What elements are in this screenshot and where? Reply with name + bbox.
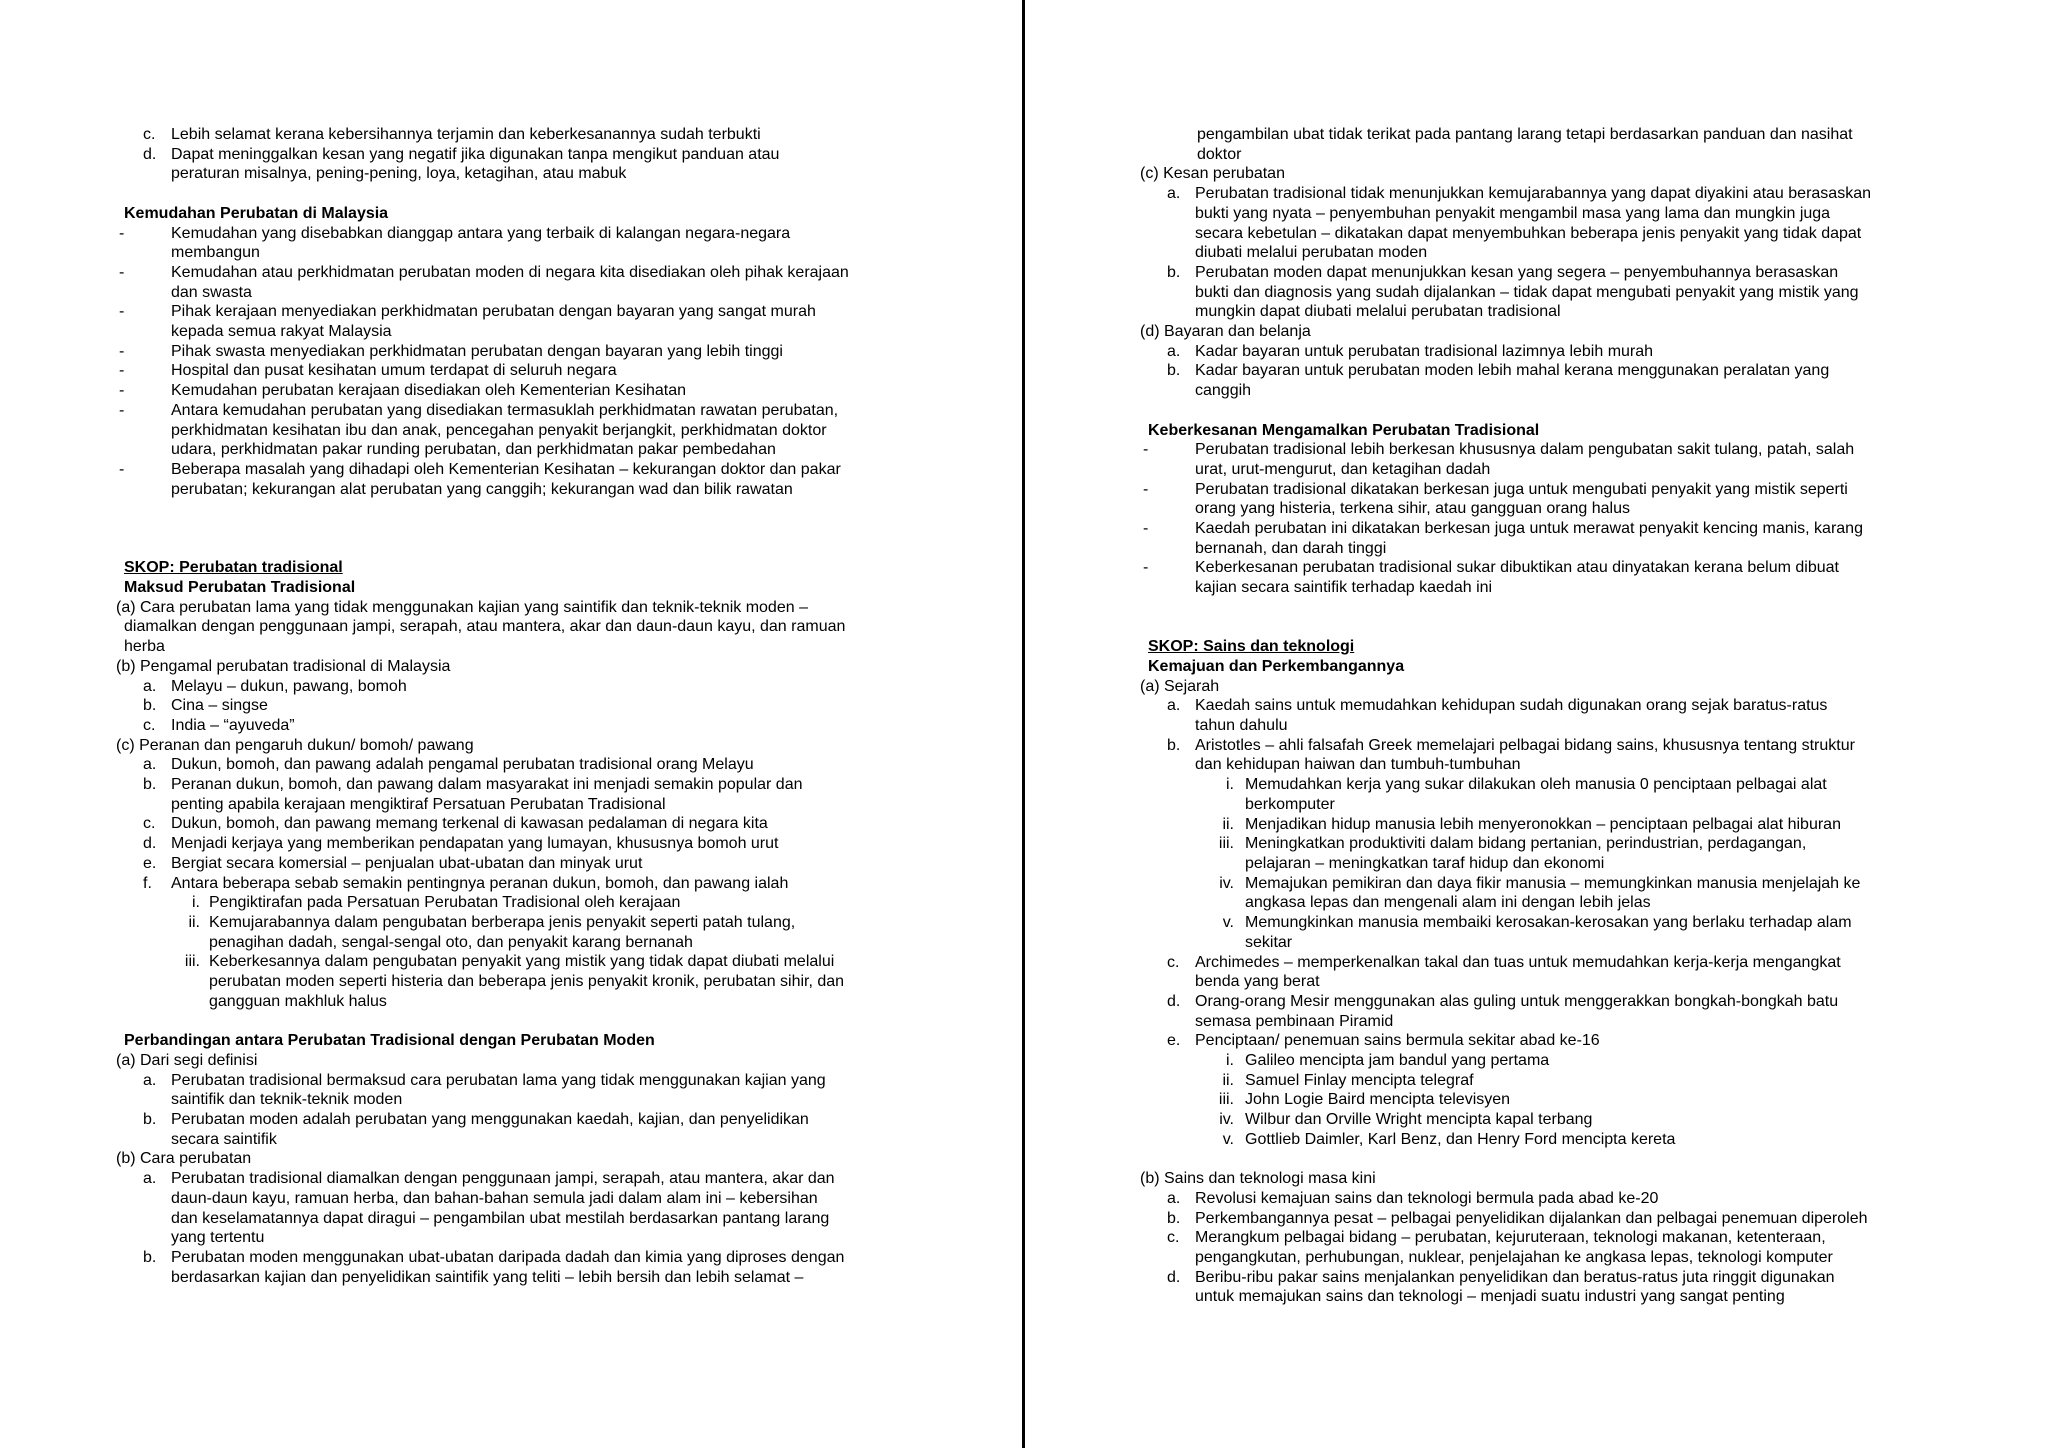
list-marker: - [119, 382, 125, 400]
list-text: Dukun, bomoh, dan pawang adalah pengamal perubatan tradisional orang Melayu [171, 756, 754, 774]
list-text: Perubatan tradisional tidak menunjukkan kemujarabannya yang dapat diyakini atau berasaskan [1195, 185, 1871, 203]
list-marker: b. [143, 776, 157, 794]
list-item-cont [1140, 893, 1930, 913]
list-item-cont [116, 421, 906, 441]
list-item-cont [116, 972, 906, 992]
perb-b: (b) Cara perubatan [116, 1150, 252, 1168]
list-text: perkhidmatan kesihatan ibu dan anak, pencegahan penyakit berjangkit, perkhidmatan doktor [171, 421, 827, 439]
list-item-cont [1140, 224, 1930, 244]
list-item-cont [1140, 539, 1930, 559]
list-marker: e. [1167, 1032, 1181, 1050]
list-marker: b. [1167, 1209, 1181, 1227]
list-item [1140, 736, 1930, 756]
list-marker: b. [143, 1248, 157, 1266]
list-text: Kaedah perubatan ini dikatakan berkesan juga untuk merawat penyakit kencing manis, karang [1195, 520, 1863, 538]
list-text: benda yang berat [1195, 973, 1320, 991]
list-text: bukti yang nyata – penyembuhan penyakit mengambil masa yang lama dan mungkin juga [1195, 204, 1831, 222]
list-text: Beberapa masalah yang dihadapi oleh Kementerian Kesihatan – kekurangan doktor dan pakar [171, 460, 841, 478]
list-marker: - [1143, 520, 1149, 538]
list-item [1140, 1110, 1930, 1130]
list-item [116, 263, 906, 283]
list-text: pelajaran – meningkatkan taraf hidup dan ekonomi [1245, 854, 1605, 872]
list-item [116, 874, 906, 894]
list-item [116, 302, 906, 322]
list-text: Perubatan moden adalah perubatan yang menggunakan kaedah, kajian, dan penyelidikan [171, 1111, 809, 1129]
list-text: Kadar bayaran untuk perubatan tradisional lazimnya lebih murah [1195, 342, 1654, 360]
list-marker: - [119, 263, 125, 281]
list-text: Kemudahan atau perkhidmatan perubatan moden di negara kita disediakan oleh pihak kerajaan [171, 263, 849, 281]
list-item [116, 854, 906, 874]
maksud-a: (a) Cara perubatan lama yang tidak menggunakan kajian yang saintifik dan teknik-teknik moden – [116, 598, 808, 616]
maksud-c: (c) Peranan dan pengaruh dukun/ bomoh/ pawang [116, 736, 474, 754]
list-item [1140, 874, 1930, 894]
list-text: orang yang histeria, terkena sihir, atau gangguan orang halus [1195, 500, 1630, 518]
list-marker: a. [1167, 1189, 1181, 1207]
list-item-cont [1140, 755, 1930, 775]
list-item [1140, 913, 1930, 933]
list-text: Kemudahan perubatan kerajaan disediakan oleh Kementerian Kesihatan [171, 382, 687, 400]
list-text: Bergiat secara komersial – penjualan ubat-ubatan dan minyak urut [171, 854, 643, 872]
list-item-cont [116, 283, 906, 303]
list-item [1140, 1209, 1930, 1229]
list-text: angkasa lepas dan mengenali alam ini dengan lebih jelas [1245, 894, 1651, 912]
list-text: Memajukan pemikiran dan daya fikir manusia – memungkinkan manusia menjelajah ke [1245, 874, 1861, 892]
list-text: udara, perkhidmatan pakar runding perubatan, dan perkhidmatan pakar pembedahan [171, 441, 776, 459]
kemajuan-heading: Kemajuan dan Perkembangannya [1148, 657, 1405, 675]
list-text: mungkin dapat diubati melalui perubatan tradisional [1195, 303, 1561, 321]
list-text: berdasarkan kajian dan penyelidikan saintifik yang teliti – lebih bersih dan lebih selamat – [171, 1268, 804, 1286]
list-text: Perubatan tradisional lebih berkesan khususnya dalam pengubatan sakit tulang, patah, salah [1195, 441, 1855, 459]
maksud-c-roman [116, 893, 906, 1011]
top-items [116, 125, 906, 184]
list-marker: c. [143, 716, 156, 734]
list-item [1140, 184, 1930, 204]
list-item [1140, 1031, 1930, 1051]
list-text: saintifik dan teknik-teknik moden [171, 1091, 403, 1109]
list-item [1140, 480, 1930, 500]
list-item [116, 716, 906, 736]
masa-kini-label: (b) Sains dan teknologi masa kini [1140, 1170, 1376, 1188]
sejarah-a [1140, 696, 1930, 735]
list-text: Kaedah sains untuk memudahkan kehidupan sudah digunakan orang sejak baratus-ratus [1195, 697, 1828, 715]
cont-line: pengambilan ubat tidak terikat pada pantang larang tetapi berdasarkan panduan dan nasihat [1197, 126, 1853, 143]
list-item [1140, 815, 1930, 835]
list-text: Wilbur dan Orville Wright mencipta kapal terbang [1245, 1111, 1593, 1129]
list-item-cont [1140, 302, 1930, 322]
list-text: Pengiktirafan pada Persatuan Perubatan Tradisional oleh kerajaan [209, 894, 681, 912]
maksud-b: (b) Pengamal perubatan tradisional di Malaysia [116, 657, 451, 675]
list-item [116, 814, 906, 834]
list-item-cont [1140, 795, 1930, 815]
list-item-cont [116, 1268, 906, 1288]
list-item [1140, 775, 1930, 795]
list-marker: - [119, 224, 125, 242]
list-text: bukti dan diagnosis yang sudah dijalankan – tidak dapat mengubati penyakit yang mistik yang [1195, 283, 1859, 301]
list-item: d. Dapat meninggalkan kesan yang negatif jika digunakan tanpa mengikut panduan atau [143, 145, 780, 163]
bayaran-list [1140, 342, 1930, 401]
list-text: Antara beberapa sebab semakin pentingnya peranan dukun, bomoh, dan pawang ialah [171, 874, 789, 892]
list-item [116, 893, 906, 913]
list-marker: iii. [1218, 835, 1234, 853]
list-text: Pihak swasta menyediakan perkhidmatan perubatan dengan bayaran yang lebih tinggi [171, 342, 783, 360]
list-text: Galileo mencipta jam bandul yang pertama [1245, 1052, 1550, 1070]
list-text: Hospital dan pusat kesihatan umum terdapat di seluruh negara [171, 362, 617, 380]
keberkesanan-heading: Keberkesanan Mengamalkan Perubatan Tradisional [1148, 421, 1540, 439]
list-text: Perubatan moden menggunakan ubat-ubatan daripada dadah dan kimia yang diproses dengan [171, 1248, 845, 1266]
list-text: Penciptaan/ penemuan sains bermula sekitar abad ke-16 [1195, 1032, 1600, 1050]
list-text: semasa pembinaan Piramid [1195, 1012, 1394, 1030]
list-marker: b. [1167, 736, 1181, 754]
list-item [1140, 263, 1930, 283]
perb-a-list [116, 1071, 906, 1150]
kemudahan-heading: Kemudahan Perubatan di Malaysia [124, 204, 389, 222]
list-item: c. Lebih selamat kerana kebersihannya terjamin dan keberkesanannya sudah terbukti [143, 126, 761, 143]
left-page [116, 125, 906, 1287]
list-marker: c. [1167, 953, 1180, 971]
list-item [1140, 1228, 1930, 1248]
list-item [1140, 834, 1930, 854]
list-item-cont [116, 1090, 906, 1110]
list-text: bernanah, dan darah tinggi [1195, 539, 1387, 557]
list-marker: i. [1226, 1052, 1234, 1070]
list-marker: a. [1167, 697, 1181, 715]
perbandingan-heading: Perbandingan antara Perubatan Tradisional dengan Perubatan Moden [124, 1032, 655, 1050]
list-item [1140, 1051, 1930, 1071]
list-item-cont [1140, 716, 1930, 736]
list-item-cont: peraturan misalnya, pening-pening, loya, ketagihan, atau mabuk [171, 165, 627, 183]
list-item [116, 696, 906, 716]
list-marker: b. [1167, 263, 1181, 281]
list-text: Perubatan tradisional diamalkan dengan penggunaan jampi, serapah, atau mantera, akar dan [171, 1170, 835, 1188]
maksud-a-cont: herba [124, 638, 165, 656]
list-item-cont [1140, 578, 1930, 598]
list-text: canggih [1195, 382, 1252, 400]
list-text: tahun dahulu [1195, 717, 1288, 735]
kesan-list [1140, 184, 1930, 322]
list-marker: iii. [184, 953, 200, 971]
list-text: Perubatan tradisional bermaksud cara perubatan lama yang tidak menggunakan kajian yang [171, 1071, 826, 1089]
list-text: Merangkum pelbagai bidang – perubatan, kejuruteraan, teknologi makanan, ketenteraan, [1195, 1229, 1826, 1247]
list-text: yang tertentu [171, 1229, 265, 1247]
list-text: Gottlieb Daimler, Karl Benz, dan Henry Ford mencipta kereta [1245, 1130, 1676, 1148]
list-item [1140, 992, 1930, 1012]
list-item-cont [116, 1228, 906, 1248]
list-marker: e. [143, 854, 157, 872]
list-text: kajian secara saintifik terhadap kaedah ini [1195, 579, 1493, 597]
list-item-cont [1140, 1248, 1930, 1268]
list-text: diubati melalui perubatan moden [1195, 244, 1428, 262]
list-item-cont [1140, 1012, 1930, 1032]
list-text: dan swasta [171, 283, 252, 301]
list-marker: a. [1167, 342, 1181, 360]
list-marker: - [1143, 559, 1149, 577]
list-marker: - [119, 303, 125, 321]
list-item [116, 677, 906, 697]
list-item [1140, 342, 1930, 362]
list-item [116, 342, 906, 362]
list-marker: - [119, 401, 125, 419]
list-item [116, 224, 906, 244]
list-marker: - [119, 362, 125, 380]
list-text: Keberkesanan perubatan tradisional sukar dibuktikan atau dinyatakan kerana belum dibuat [1195, 559, 1839, 577]
list-text: Dukun, bomoh, dan pawang memang terkenal di kawasan pedalaman di negara kita [171, 815, 768, 833]
list-text: perubatan; kekurangan alat perubatan yang canggih; kekurangan wad dan bilik rawatan [171, 480, 793, 498]
list-text: dan keselamatannya dapat diragui – pengambilan ubat mestilah berdasarkan pantang larang [171, 1209, 830, 1227]
list-text: pengangkutan, perhubungan, nuklear, penjelajahan ke angkasa lepas, teknologi komputer [1195, 1249, 1833, 1267]
sejarah-cde [1140, 953, 1930, 1052]
list-item-cont [1140, 460, 1930, 480]
list-text: Keberkesannya dalam pengubatan penyakit yang mistik yang tidak dapat diubati melalui [209, 953, 835, 971]
list-item [1140, 1071, 1930, 1091]
list-text: Kemujarabannya dalam pengubatan berberapa jenis penyakit seperti patah tulang, [209, 914, 796, 931]
maksud-c-list [116, 755, 906, 893]
list-marker: i. [192, 894, 200, 912]
list-item [116, 401, 906, 421]
list-item [1140, 1090, 1930, 1110]
page-divider [1022, 0, 1025, 1448]
list-marker: d. [1167, 992, 1181, 1010]
list-item [1140, 1189, 1930, 1209]
bayaran-label: (d) Bayaran dan belanja [1140, 323, 1311, 341]
list-marker: ii. [1222, 815, 1234, 833]
list-item-cont [116, 1189, 906, 1209]
list-text: penting apabila kerajaan mengiktiraf Persatuan Perubatan Tradisional [171, 795, 666, 813]
list-item [116, 952, 906, 972]
list-text: urat, urut-mengurut, dan ketagihan dadah [1195, 460, 1491, 478]
list-text: Kemudahan yang disebabkan dianggap antara yang terbaik di kalangan negara-negara [171, 224, 791, 242]
list-item-cont [1140, 854, 1930, 874]
list-text: Menjadikan hidup manusia lebih menyeronokkan – penciptaan pelbagai alat hiburan [1245, 815, 1841, 833]
list-text: perubatan moden seperti histeria dan beberapa jenis penyakit kronik, perubatan sihir, dan [209, 973, 845, 991]
list-item [1140, 696, 1930, 716]
skop-title-2: SKOP: Sains dan teknologi [1148, 638, 1355, 656]
list-item [116, 913, 906, 933]
list-item [1140, 1268, 1930, 1288]
list-marker: v. [1222, 1130, 1234, 1148]
list-text: gangguan makhluk halus [209, 992, 387, 1010]
list-text: secara saintifik [171, 1130, 277, 1148]
list-marker: iv. [1219, 1111, 1234, 1129]
list-text: Beribu-ribu pakar sains menjalankan penyelidikan dan beratus-ratus juta ringgit digunakan [1195, 1268, 1835, 1286]
kesan-label: (c) Kesan perubatan [1140, 165, 1285, 183]
list-item-cont [1140, 283, 1930, 303]
list-item-cont [1140, 972, 1930, 992]
list-marker: i. [1226, 776, 1234, 794]
list-item-cont [116, 1130, 906, 1150]
list-text: John Logie Baird mencipta televisyen [1245, 1091, 1511, 1109]
list-text: Perkembangannya pesat – pelbagai penyelidikan dijalankan dan pelbagai penemuan diperoleh [1195, 1209, 1868, 1227]
list-marker: b. [1167, 362, 1181, 380]
list-item [116, 1110, 906, 1130]
list-item-cont [1140, 204, 1930, 224]
list-marker: ii. [188, 914, 200, 931]
list-marker: f. [143, 874, 152, 892]
list-item [116, 1169, 906, 1189]
list-text: Cina – singse [171, 697, 268, 715]
list-text: Memungkinkan manusia membaiki kerosakan-kerosakan yang berlaku terhadap alam [1245, 914, 1852, 932]
list-item [1140, 558, 1930, 578]
sejarah-label: (a) Sejarah [1140, 677, 1220, 695]
list-marker: a. [143, 1170, 157, 1188]
list-text: Kadar bayaran untuk perubatan moden lebih mahal kerana menggunakan peralatan yang [1195, 362, 1830, 380]
list-item-cont [1140, 1287, 1930, 1307]
list-item [1140, 361, 1930, 381]
list-text: sekitar [1245, 933, 1293, 951]
list-marker: d. [143, 835, 157, 853]
kemudahan-list [116, 224, 906, 500]
list-text: untuk memajukan sains dan teknologi – menjadi suatu industri yang sangat penting [1195, 1288, 1785, 1306]
list-text: secara kebetulan – dikatakan dapat menyembuhkan beberapa jenis penyakit yang tidak dapat [1195, 224, 1862, 242]
list-text: Perubatan tradisional dikatakan berkesan juga untuk mengubati penyakit yang mistik seperti [1195, 480, 1848, 498]
sejarah-b [1140, 736, 1930, 775]
list-marker: - [119, 342, 125, 360]
perb-b-list [116, 1169, 906, 1287]
list-item [116, 775, 906, 795]
list-item [116, 460, 906, 480]
keberkesanan-list [1140, 440, 1930, 598]
list-text: Orang-orang Mesir menggunakan alas guling untuk menggerakkan bongkah-bongkah batu [1195, 992, 1839, 1010]
list-text: Perubatan moden dapat menunjukkan kesan yang segera – penyembuhannya berasaskan [1195, 263, 1839, 281]
list-text: Aristotles – ahli falsafah Greek memelajari pelbagai bidang sains, khususnya tentang struktur [1195, 736, 1855, 754]
cont-line: doktor [1197, 145, 1242, 163]
list-text: Meningkatkan produktiviti dalam bidang pertanian, perindustrian, perdagangan, [1245, 835, 1807, 853]
list-marker: d. [1167, 1268, 1181, 1286]
list-marker: - [119, 460, 125, 478]
maksud-b-list [116, 677, 906, 736]
list-item-cont [116, 480, 906, 500]
list-item [116, 381, 906, 401]
list-marker: b. [143, 697, 157, 715]
list-marker: - [1143, 441, 1149, 459]
list-text: penagihan dadah, sengal-sengal oto, dan penyakit karang bernanah [209, 933, 693, 951]
list-item-cont [116, 992, 906, 1012]
list-text: Samuel Finlay mencipta telegraf [1245, 1071, 1474, 1089]
list-text: Melayu – dukun, pawang, bomoh [171, 677, 407, 695]
list-item-cont [1140, 381, 1930, 401]
sejarah-b-roman [1140, 775, 1930, 952]
list-marker: - [1143, 480, 1149, 498]
list-marker: c. [1167, 1229, 1180, 1247]
list-item-cont [116, 795, 906, 815]
list-marker: ii. [1222, 1071, 1234, 1089]
list-text: Memudahkan kerja yang sukar dilakukan oleh manusia 0 penciptaan pelbagai alat [1245, 776, 1827, 794]
list-text: Menjadi kerjaya yang memberikan pendapatan yang lumayan, khususnya bomoh urut [171, 835, 779, 853]
list-item [1140, 953, 1930, 973]
list-item-cont [116, 1209, 906, 1229]
list-item-cont [116, 322, 906, 342]
list-item-cont [116, 933, 906, 953]
list-item-cont [116, 243, 906, 263]
list-marker: a. [1167, 185, 1181, 203]
list-item [1140, 1130, 1930, 1150]
list-item-cont [1140, 499, 1930, 519]
skop-title: SKOP: Perubatan tradisional [124, 559, 343, 577]
list-marker: a. [143, 756, 157, 774]
list-item-cont [1140, 933, 1930, 953]
list-marker: iii. [1218, 1091, 1234, 1109]
list-text: dan kehidupan haiwan dan tumbuh-tumbuhan [1195, 756, 1521, 774]
list-item [1140, 440, 1930, 460]
list-item [116, 361, 906, 381]
list-marker: a. [143, 677, 157, 695]
list-text: Archimedes – memperkenalkan takal dan tuas untuk memudahkan kerja-kerja mengangkat [1195, 953, 1841, 971]
list-text: India – “ayuveda” [171, 716, 295, 734]
list-item [116, 1248, 906, 1268]
maksud-a-cont: diamalkan dengan penggunaan jampi, serapah, atau mantera, akar dan daun-daun kayu, dan ramuan [124, 618, 846, 636]
list-text: daun-daun kayu, ramuan herba, dan bahan-bahan semula jadi dalam alam ini – kebersihan [171, 1189, 818, 1207]
perb-a: (a) Dari segi definisi [116, 1051, 258, 1069]
list-item-cont [1140, 243, 1930, 263]
list-text: membangun [171, 244, 260, 262]
right-page [1140, 125, 1930, 1307]
list-marker: v. [1222, 914, 1234, 932]
list-text: kepada semua rakyat Malaysia [171, 323, 392, 341]
masa-kini-list [1140, 1189, 1930, 1307]
list-item-cont [116, 440, 906, 460]
list-marker: b. [143, 1111, 157, 1129]
list-item [116, 755, 906, 775]
list-item [116, 834, 906, 854]
list-text: Antara kemudahan perubatan yang disediakan termasuklah perkhidmatan rawatan perubatan, [171, 401, 839, 419]
maksud-heading: Maksud Perubatan Tradisional [124, 579, 356, 597]
list-text: Peranan dukun, bomoh, dan pawang dalam masyarakat ini menjadi semakin popular dan [171, 776, 803, 794]
list-text: Pihak kerajaan menyediakan perkhidmatan perubatan dengan bayaran yang sangat murah [171, 303, 816, 321]
list-item [1140, 519, 1930, 539]
list-text: berkomputer [1245, 795, 1335, 813]
list-text: Revolusi kemajuan sains dan teknologi bermula pada abad ke-20 [1195, 1189, 1659, 1207]
list-marker: c. [143, 815, 156, 833]
list-marker: iv. [1219, 874, 1234, 892]
list-item [116, 1071, 906, 1091]
sejarah-e-roman [1140, 1051, 1930, 1150]
list-marker: a. [143, 1071, 157, 1089]
